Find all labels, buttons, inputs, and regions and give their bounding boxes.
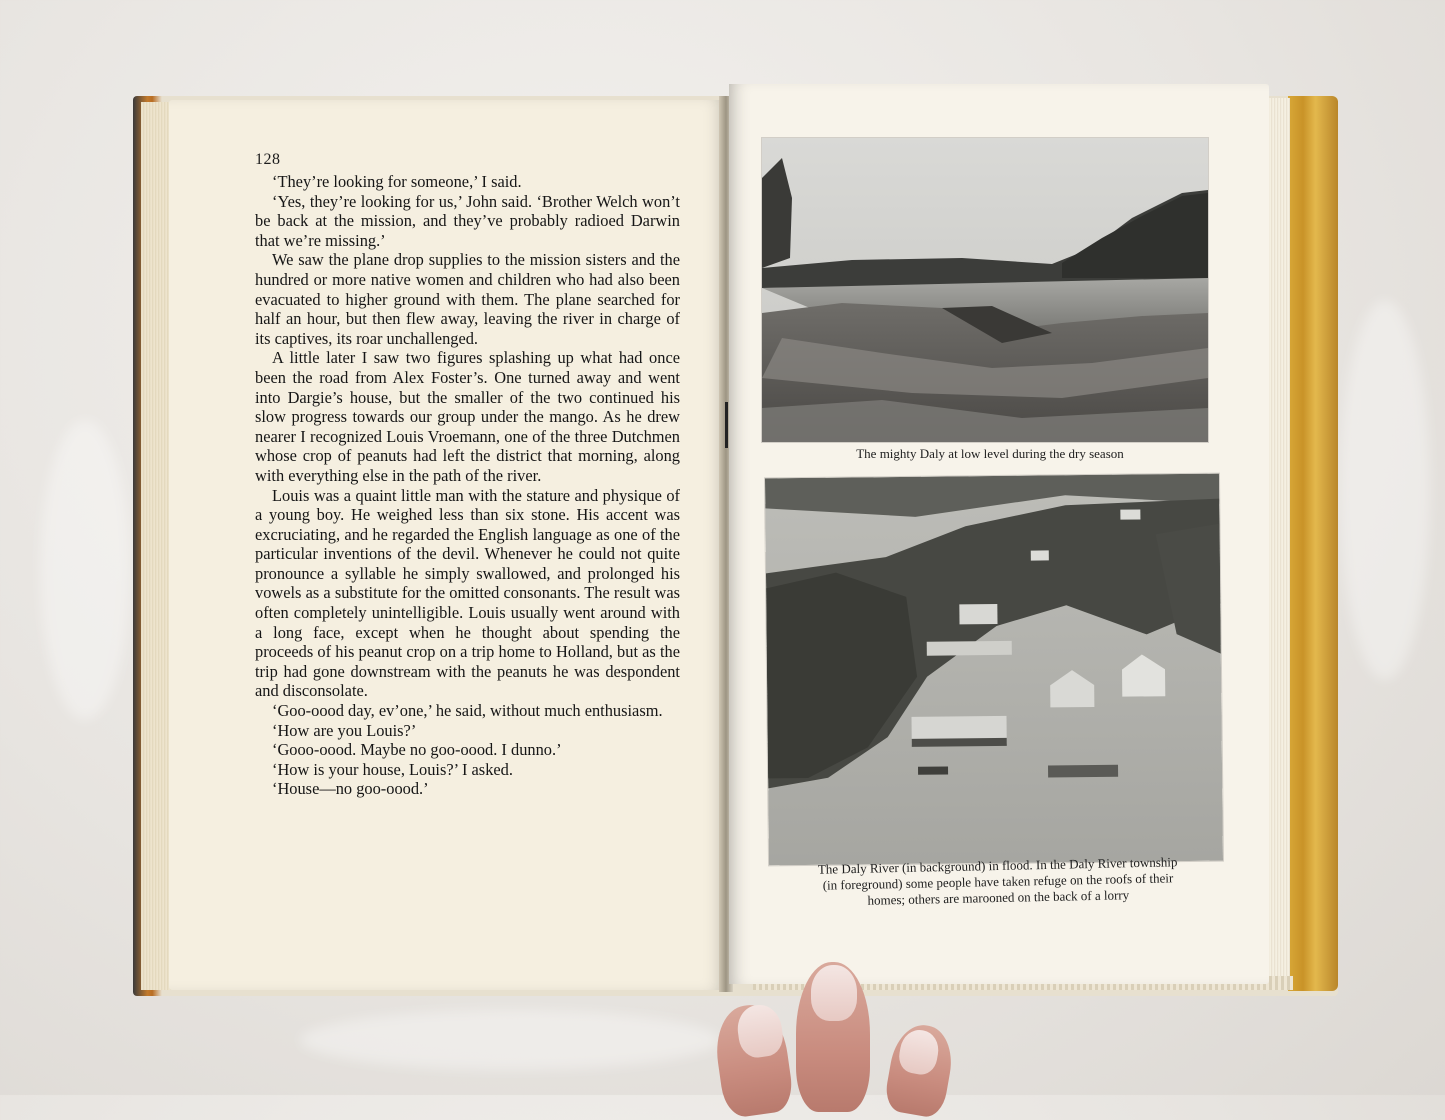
caption-line: homes; others are marooned on the back of a lorry [867, 887, 1130, 908]
cloth-highlight [300, 1010, 720, 1070]
fingernail [811, 965, 857, 1021]
paragraph: ‘House—no goo-oood.’ [272, 779, 429, 799]
paragraph: ‘Goo-oood day, ev’one,’ he said, without much enthusiasm. [272, 701, 663, 721]
gutter-thread [725, 402, 728, 448]
page-number: 128 [255, 151, 281, 168]
paragraph: ‘They’re looking for someone,’ I said. [272, 172, 522, 191]
cloth-highlight [1340, 300, 1430, 680]
paragraph: We saw the plane drop supplies to the mission sisters and the hundred or more native women and children who had also been evacuated to higher ground with them. The plane searched for half an hour, but then flew away, leaving the river in charge of its captives, its roar unchallenged. [255, 250, 680, 348]
paragraph: Louis was a quaint little man with the stature and physique of a young boy. He weighed less than six stone. His accent was excruciating, and he regarded the English language as one of the particular inventions of the devil. Whenever he could not quite pronounce a syllable he simply swallowed, and prolonged his vowels as a substitute for the omitted consonants. The result was often completely unintelligible. Louis usually went around with a long face, except when he thought about spending the proceeds of his peanut crop on a trip home to Holland, but as the trip had gone downstream with the peanuts he was despondent and disconsolate. [255, 485, 680, 701]
paragraph: ‘Yes, they’re looking for us,’ John said. ‘Brother Welch won’t be back at the mission, and they’ve probably radioed Darwin that we’re missing.’ [255, 191, 680, 250]
body-text [255, 172, 680, 799]
paragraph: A little later I saw two figures splashing up what had once been the road from Alex Foster’s. One turned away and went into Dargie’s house, but the smaller of the two continued his slow progress towards our group under the mango. As he drew nearer I recognized Louis Vroemann, one of the three Dutchmen whose crop of peanuts had left the district that morning, along with everything else in the path of the river. [255, 348, 680, 485]
photo-dry-season-river [762, 138, 1208, 442]
caption-line: The Daly River (in background) in flood. In the Daly River township [817, 854, 1178, 877]
book-cover-edge [1288, 96, 1338, 991]
photo-caption-bottom [770, 853, 1227, 911]
cloth-highlight [40, 420, 130, 720]
paragraph: ‘How are you Louis?’ [272, 720, 417, 740]
photo-caption-top: The mighty Daly at low level during the dry season [856, 446, 1124, 461]
paragraph: ‘How is your house, Louis?’ I asked. [272, 759, 513, 779]
photo-flooded-township [765, 474, 1223, 866]
page-edges-left [141, 102, 171, 990]
paragraph: ‘Gooo-oood. Maybe no goo-oood. I dunno.’ [272, 740, 562, 760]
caption-line: (in foreground) some people have taken refuge on the roofs of their [822, 870, 1174, 893]
